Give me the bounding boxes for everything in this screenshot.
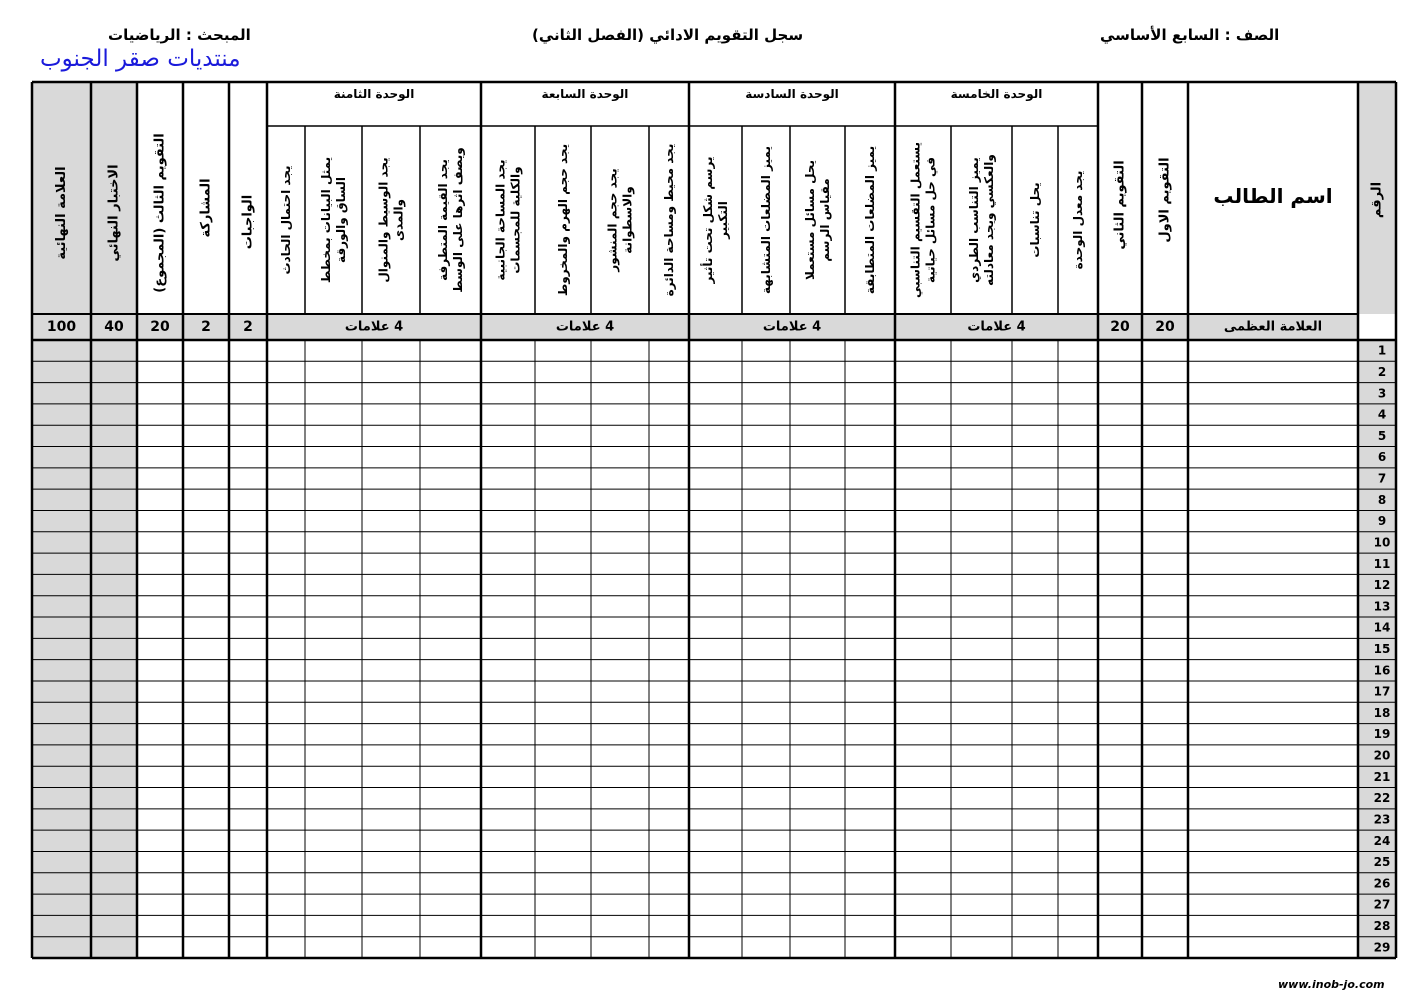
unit-title: الوحدة السادسة — [745, 87, 839, 101]
unit-max-mark: 4 علامات — [344, 319, 404, 335]
third-eval-header: التقويم الثالث (المجموع) — [152, 133, 168, 293]
skill-header: والعكسي ويجد معادلته — [982, 154, 996, 286]
row-number: 1 — [1377, 343, 1387, 358]
row-number: 26 — [1373, 876, 1391, 891]
unit-max-mark: 4 علامات — [555, 319, 615, 335]
class-label: الصف : السابع الأساسي — [1100, 26, 1280, 44]
skill-header: الساق والورقة — [334, 177, 348, 263]
skill-header: التكبير — [716, 201, 730, 239]
skill-header: يجد الوسيط والمنوال — [376, 157, 391, 283]
row-number: 27 — [1373, 897, 1391, 912]
row-number: 6 — [1377, 450, 1387, 465]
skill-header: يرسم شكل تحت تأثير — [701, 156, 715, 284]
row-number: 28 — [1373, 919, 1391, 934]
max-final-exam: 40 — [104, 319, 124, 335]
row-number: 2 — [1377, 364, 1387, 379]
row-number: 25 — [1373, 855, 1391, 870]
max-third-eval: 20 — [150, 319, 170, 335]
skill-header: يميز التناسب الطردي — [967, 157, 981, 283]
skill-header: والكلية للمجسمات — [508, 166, 523, 274]
row-number: 5 — [1377, 428, 1387, 443]
unit-max-mark: 4 علامات — [967, 319, 1026, 335]
row-number: 7 — [1377, 471, 1387, 486]
row-number: 17 — [1373, 684, 1391, 699]
unit-title: الوحدة الخامسة — [950, 87, 1043, 101]
final-mark-header: العلامة النهائية — [54, 166, 69, 260]
row-number: 20 — [1373, 748, 1391, 763]
row-number: 16 — [1373, 663, 1391, 678]
first-eval-header: التقويم الاول — [1157, 157, 1173, 243]
row-number: 3 — [1377, 386, 1387, 401]
row-number: 29 — [1373, 940, 1391, 955]
row-number: 15 — [1373, 642, 1391, 656]
row-number: 22 — [1373, 791, 1391, 806]
row-number: 11 — [1373, 556, 1391, 571]
skill-header: والاسطوانة — [620, 186, 635, 254]
student-name-header: اسم الطالب — [1213, 184, 1333, 208]
row-number: 21 — [1373, 769, 1391, 784]
unit-title: الوحدة السابعة — [541, 87, 629, 101]
max-homework: 2 — [243, 319, 253, 335]
skill-header: يحل مسائل مستعملا — [803, 159, 817, 281]
row-number: 4 — [1377, 407, 1387, 422]
skill-header: ويصف اثرها على الوسط — [451, 147, 465, 293]
max-mark-number-cell-bg — [1358, 314, 1396, 340]
skill-header: يجد محيط ومساحة الدائرة — [662, 143, 676, 297]
max-final-mark: 100 — [46, 319, 77, 335]
max-mark-row-bg — [32, 314, 1396, 340]
skill-header: يمثل البيانات بمخطط — [319, 156, 333, 284]
homework-header: الواجبات — [240, 194, 256, 250]
row-number: 12 — [1373, 578, 1391, 593]
forum-watermark: منتديات صقر الجنوب — [40, 46, 241, 72]
skill-header: في حل مسائل حياتية — [923, 157, 938, 283]
skill-header: يجد المساحة الجانبية — [493, 159, 508, 281]
max-mark-label: العلامة العظمى — [1223, 319, 1323, 335]
row-number: 14 — [1373, 620, 1391, 635]
row-number: 23 — [1373, 812, 1391, 827]
row-number: 9 — [1377, 514, 1387, 529]
final-exam-header: الاختبار النهائي — [106, 164, 122, 262]
max-first-eval: 20 — [1155, 319, 1175, 335]
max-participation: 2 — [201, 319, 211, 335]
subject-label: المبحث : الرياضيات — [108, 26, 251, 44]
totals-body-bg — [32, 340, 137, 958]
row-number: 13 — [1373, 599, 1391, 614]
second-eval-header: التقويم الثاني — [1112, 160, 1128, 250]
skill-header: والمدى — [391, 198, 406, 242]
row-number: 8 — [1377, 492, 1387, 507]
skill-header: يجد حجم المنشور — [605, 168, 620, 272]
skill-header: يستعمل التقسيم التناسبي — [908, 142, 923, 298]
max-second-eval: 20 — [1110, 319, 1130, 335]
unit-max-mark: 4 علامات — [762, 319, 822, 335]
skill-header: يجد حجم الهرم والمخروط — [556, 143, 570, 297]
skill-header: يجد احتمال الحادث — [279, 165, 293, 275]
row-number: 10 — [1373, 535, 1391, 550]
skill-header: يميز المضلعات المتشابهة — [759, 146, 773, 294]
skill-header: يجد معدل الوحدة — [1071, 170, 1085, 270]
unit-title: الوحدة الثامنة — [333, 87, 415, 101]
number-column-header: الرقم — [1369, 181, 1385, 219]
row-number: 24 — [1373, 833, 1391, 848]
page-title: سجل التقويم الادائي (الفصل الثاني) — [532, 26, 804, 44]
row-number: 19 — [1373, 727, 1391, 742]
site-url: www.inob-jo.com — [1278, 978, 1385, 991]
participation-header: المشاركة — [198, 178, 214, 238]
skill-header: يحل تناسبات — [1028, 182, 1042, 258]
skill-header: مقياس الرسم — [818, 178, 832, 262]
skill-header: يميز المضلعات المتطابقة — [863, 145, 877, 295]
row-number: 18 — [1373, 705, 1391, 720]
skill-header: يجد القيمة المتطرفة — [436, 159, 450, 281]
